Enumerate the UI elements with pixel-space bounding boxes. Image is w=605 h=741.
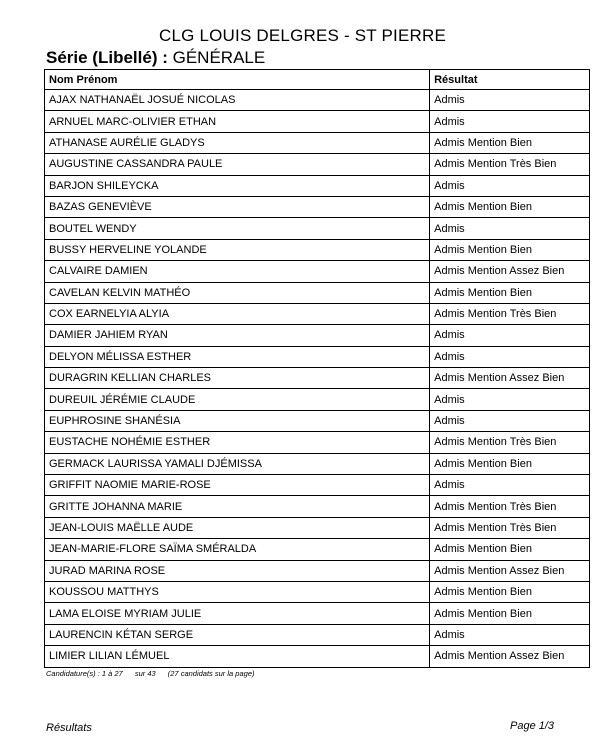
cell-result: Admis (430, 218, 590, 239)
cell-result: Admis (430, 624, 590, 645)
cell-result: Admis Mention Assez Bien (430, 261, 590, 282)
cell-result: Admis Mention Bien (430, 196, 590, 217)
cell-name: DURAGRIN KELLIAN CHARLES (45, 368, 430, 389)
footer-title: Résultats (46, 722, 92, 734)
table-row (45, 239, 590, 260)
column-header-name: Nom Prénom (45, 70, 430, 90)
cell-name: BAZAS GENEVIÈVE (45, 196, 430, 217)
table-row (45, 368, 590, 389)
cell-name: EUSTACHE NOHÉMIE ESTHER (45, 432, 430, 453)
cell-name: BUSSY HERVELINE YOLANDE (45, 239, 430, 260)
cell-name: BOUTEL WENDY (45, 218, 430, 239)
cell-result: Admis Mention Très Bien (430, 432, 590, 453)
table-row (45, 560, 590, 581)
cell-result: Admis (430, 475, 590, 496)
table-row (45, 282, 590, 303)
cell-name: DUREUIL JÉRÉMIE CLAUDE (45, 389, 430, 410)
table-row (45, 646, 590, 667)
cell-name: CALVAIRE DAMIEN (45, 261, 430, 282)
summary-total: sur 43 (134, 669, 156, 678)
school-title: CLG LOUIS DELGRES - ST PIERRE (158, 26, 446, 45)
cell-name: LAMA ELOISE MYRIAM JULIE (45, 603, 430, 624)
table-row (45, 539, 590, 560)
cell-result: Admis Mention Assez Bien (430, 646, 590, 667)
cell-name: CAVELAN KELVIN MATHÉO (45, 282, 430, 303)
cell-result: Admis (430, 325, 590, 346)
table-row (45, 603, 590, 624)
serie-value: GÉNÉRALE (172, 48, 266, 67)
summary-note: (27 candidats sur la page) (167, 669, 255, 678)
cell-name: GERMACK LAURISSA YAMALI DJÉMISSA (45, 453, 430, 474)
table-row (45, 624, 590, 645)
candidate-summary (46, 669, 264, 678)
cell-name: DAMIER JAHIEM RYAN (45, 325, 430, 346)
table-row (45, 517, 590, 538)
cell-name: LIMIER LILIAN LÉMUEL (45, 646, 430, 667)
table-row (45, 581, 590, 602)
cell-result: Admis Mention Très Bien (430, 496, 590, 517)
table-row (45, 475, 590, 496)
cell-result: Admis Mention Bien (430, 282, 590, 303)
table-row (45, 196, 590, 217)
table-row (45, 90, 590, 111)
serie-line (46, 48, 265, 68)
cell-result: Admis Mention Très Bien (430, 154, 590, 175)
cell-name: GRIFFIT NAOMIE MARIE-ROSE (45, 475, 430, 496)
cell-result: Admis (430, 410, 590, 431)
table-row (45, 389, 590, 410)
cell-result: Admis Mention Assez Bien (430, 560, 590, 581)
table-row (45, 303, 590, 324)
table-header-row (45, 70, 590, 90)
cell-name: ARNUEL MARC-OLIVIER ETHAN (45, 111, 430, 132)
cell-name: BARJON SHILEYCKA (45, 175, 430, 196)
cell-name: AJAX NATHANAËL JOSUÉ NICOLAS (45, 90, 430, 111)
serie-label: Série (Libellé) : (46, 48, 168, 67)
table-row (45, 432, 590, 453)
table-row (45, 175, 590, 196)
table-row (45, 154, 590, 175)
cell-name: JEAN-LOUIS MAËLLE AUDE (45, 517, 430, 538)
cell-name: AUGUSTINE CASSANDRA PAULE (45, 154, 430, 175)
cell-result: Admis (430, 111, 590, 132)
cell-name: LAURENCIN KÉTAN SERGE (45, 624, 430, 645)
table-row (45, 261, 590, 282)
cell-result: Admis Mention Très Bien (430, 303, 590, 324)
summary-range: Candidature(s) : 1 à 27 (46, 669, 123, 678)
cell-result: Admis Mention Bien (430, 132, 590, 153)
cell-result: Admis (430, 90, 590, 111)
cell-result: Admis Mention Bien (430, 539, 590, 560)
cell-result: Admis Mention Bien (430, 239, 590, 260)
results-table (44, 69, 590, 668)
cell-name: DELYON MÉLISSA ESTHER (45, 346, 430, 367)
cell-name: KOUSSOU MATTHYS (45, 581, 430, 602)
cell-name: COX EARNELYIA ALYIA (45, 303, 430, 324)
cell-result: Admis (430, 389, 590, 410)
table-row (45, 496, 590, 517)
cell-result: Admis Mention Bien (430, 581, 590, 602)
cell-result: Admis Mention Bien (430, 603, 590, 624)
cell-name: JEAN-MARIE-FLORE SAÏMA SMÉRALDA (45, 539, 430, 560)
table-row (45, 325, 590, 346)
table-row (45, 218, 590, 239)
cell-name: ATHANASE AURÉLIE GLADYS (45, 132, 430, 153)
table-row (45, 132, 590, 153)
cell-result: Admis Mention Très Bien (430, 517, 590, 538)
table-row (45, 346, 590, 367)
table-row (45, 111, 590, 132)
table-row (45, 453, 590, 474)
column-header-result: Résultat (430, 70, 590, 90)
table-row (45, 410, 590, 431)
cell-result: Admis (430, 346, 590, 367)
cell-result: Admis (430, 175, 590, 196)
cell-name: JURAD MARINA ROSE (45, 560, 430, 581)
cell-result: Admis Mention Assez Bien (430, 368, 590, 389)
cell-name: GRITTE JOHANNA MARIE (45, 496, 430, 517)
page-number: Page 1/3 (510, 720, 555, 732)
cell-name: EUPHROSINE SHANÉSIA (45, 410, 430, 431)
cell-result: Admis Mention Bien (430, 453, 590, 474)
